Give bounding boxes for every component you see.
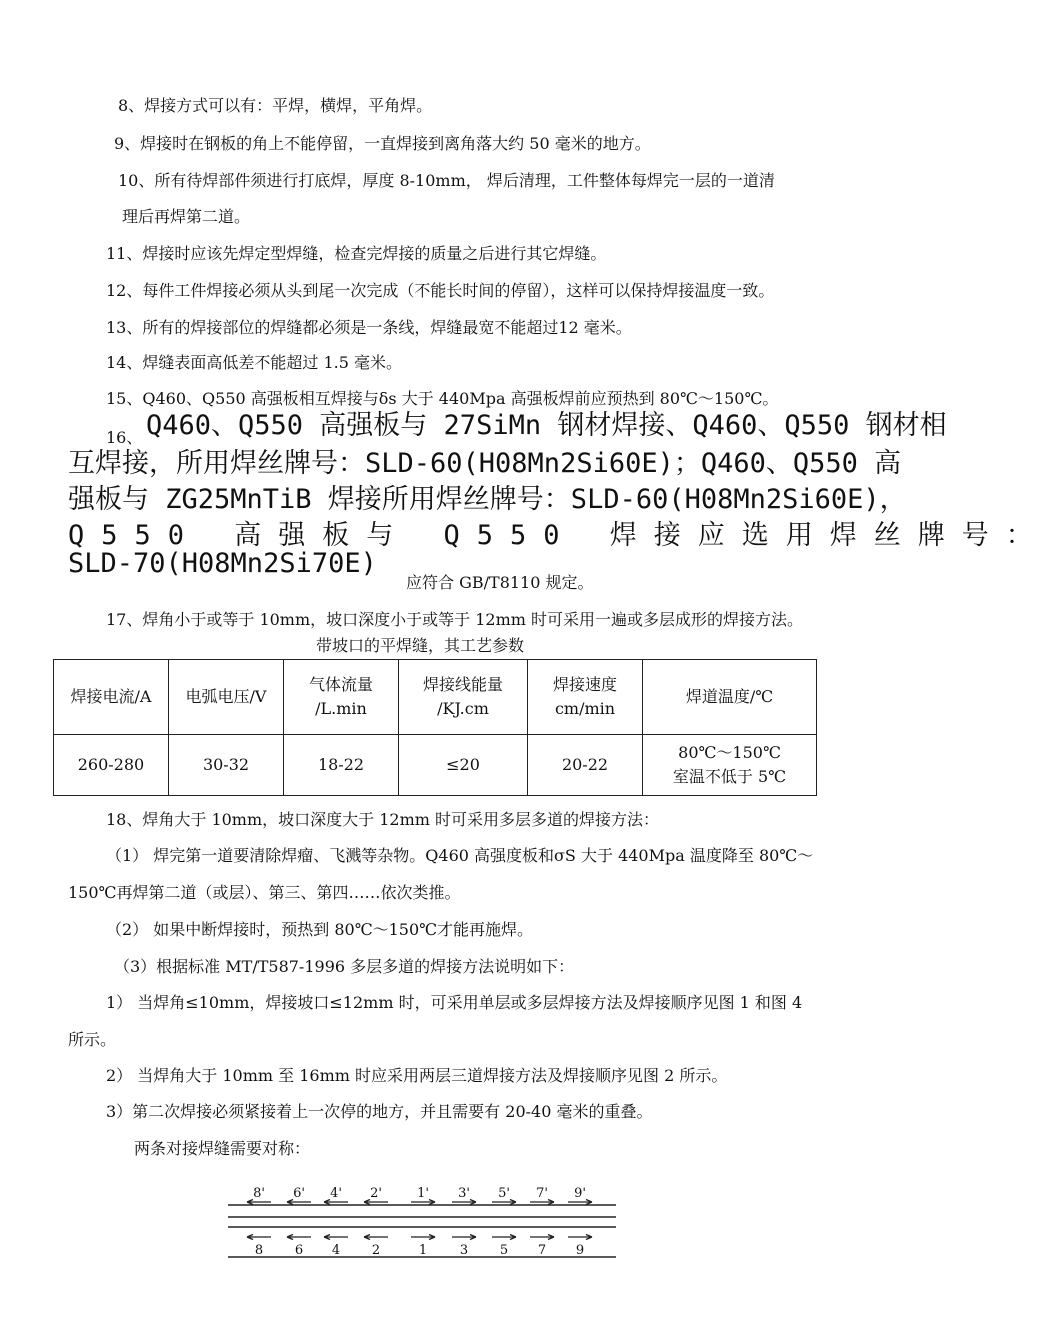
bottom-seam-label: 7 [537, 1243, 547, 1258]
bottom-seam-arrow [530, 1235, 554, 1240]
item-18-2: （2） 如果中断焊接时，预热到 80℃～150℃才能再施焊。 [106, 920, 534, 939]
item-13: 13、所有的焊接部位的焊缝都必须是一条线，焊缝最宽不能超过12 毫米。 [106, 318, 632, 337]
item-16-line2: 互焊接，所用焊丝牌号：SLD-60(H08Mn2Si60E)；Q460、Q550 高 [68, 448, 902, 479]
symmetry-note: 两条对接焊缝需要对称： [134, 1139, 311, 1158]
item-8: 8、焊接方式可以有：平焊，横焊，平角焊。 [118, 96, 433, 115]
bottom-seam-label: 9 [575, 1243, 585, 1258]
item-16-line5: SLD-70(H08Mn2Si70E) [68, 548, 377, 579]
item-18-1: （1） 焊完第一道要清除焊瘤、飞溅等杂物。Q460 高强度板和σS 大于 440Mpa 温度降至 80℃～ [106, 846, 814, 865]
table-header-row [54, 660, 817, 735]
bottom-seam-arrow [492, 1235, 516, 1240]
item-9: 9、焊接时在钢板的角上不能停留，一直焊接到离角落大约 50 毫米的地方。 [114, 134, 651, 153]
item-10: 10、所有待焊部件须进行打底焊，厚度 8-10mm， 焊后清理，工件整体每焊完一层的一道清 [118, 171, 775, 190]
weld-sequence-diagram [226, 1181, 618, 1261]
item-18-3: （3）根据标准 MT/T587-1996 多层多道的焊接方法说明如下： [114, 957, 575, 976]
item-10-cont: 理后再焊第二道。 [122, 207, 251, 226]
bottom-seam-label: 6 [294, 1243, 304, 1258]
header-heat-input: 焊接线能量 /KJ.cm [399, 660, 528, 735]
cell-voltage: 30-32 [169, 735, 284, 796]
step-3: 3）第二次焊接必须紧接着上一次停的地方，并且需要有 20-40 毫米的重叠。 [106, 1102, 653, 1121]
bottom-seam-arrow [287, 1235, 311, 1240]
bottom-seam-label: 5 [499, 1243, 509, 1258]
bottom-arrow-group [247, 1235, 592, 1240]
item-15: 15、Q460、Q550 高强板相互焊接与δs 大于 440Mpa 高强板焊前应预热到 80℃～150℃。 [106, 389, 779, 408]
table-caption: 带坡口的平焊缝，其工艺参数 [316, 636, 525, 655]
bottom-seam-arrow [364, 1235, 388, 1240]
top-seam-label: 7' [536, 1186, 548, 1201]
header-gas-flow: 气体流量 /L.min [284, 660, 399, 735]
top-seam-label: 5' [498, 1186, 510, 1201]
top-seam-label: 3' [458, 1186, 470, 1201]
item-16-tail: 应符合 GB/T8110 规定。 [406, 573, 594, 592]
item-17: 17、焊角小于或等于 10mm，坡口深度小于或等于 12mm 时可采用一遍或多层成形的焊接方法。 [106, 610, 804, 629]
header-voltage: 电弧电压/V [169, 660, 284, 735]
top-seam-label: 4' [330, 1186, 342, 1201]
item-16-line4: Q550 高强板与 Q550 焊接应选用焊丝牌号： [68, 520, 1050, 551]
bottom-seam-arrow [247, 1235, 271, 1240]
bottom-label-group [255, 1243, 584, 1258]
cell-pass-temp: 80℃～150℃ 室温不低于 5℃ [643, 735, 817, 796]
top-seam-label: 9' [574, 1186, 586, 1201]
top-seam-label: 6' [293, 1186, 305, 1201]
item-12: 12、每件工件焊接必须从头到尾一次完成（不能长时间的停留），这样可以保持焊接温度一致。 [106, 281, 775, 300]
top-seam-label: 1' [417, 1186, 429, 1201]
step-2: 2） 当焊角大于 10mm 至 16mm 时应采用两层三道焊接方法及焊接顺序见图 2 所示。 [106, 1066, 728, 1085]
step-1: 1） 当焊角≤10mm，焊接坡口≤12mm 时，可采用单层或多层焊接方法及焊接顺序见图 1 和图 4 [106, 993, 803, 1012]
bottom-seam-label: 8 [254, 1243, 264, 1258]
table-row [54, 735, 817, 796]
bottom-seam-arrow [411, 1235, 435, 1240]
bottom-seam-arrow [324, 1235, 348, 1240]
header-pass-temp: 焊道温度/℃ [643, 660, 817, 735]
top-seam-label: 8' [253, 1186, 265, 1201]
top-seam-label: 2' [370, 1186, 382, 1201]
item-14: 14、焊缝表面高低差不能超过 1.5 毫米。 [106, 353, 402, 372]
bottom-seam-arrow [568, 1235, 592, 1240]
item-16-line1: Q460、Q550 高强板与 27SiMn 钢材焊接、Q460、Q550 钢材相 [146, 410, 947, 441]
item-11: 11、焊接时应该先焊定型焊缝，检查完焊接的质量之后进行其它焊缝。 [106, 244, 607, 263]
cell-gas-flow: 18-22 [284, 735, 399, 796]
item-18: 18、焊角大于 10mm，坡口深度大于 12mm 时可采用多层多道的焊接方法： [106, 810, 660, 829]
process-parameters-table [53, 659, 817, 796]
bottom-seam-label: 1 [418, 1243, 428, 1258]
cell-current: 260-280 [54, 735, 169, 796]
cell-heat-input: ≤20 [399, 735, 528, 796]
bottom-seam-label: 4 [331, 1243, 341, 1258]
bottom-seam-arrow [452, 1235, 476, 1240]
item-18-1-cont: 150℃再焊第二道（或层）、第三、第四……依次类推。 [68, 883, 461, 902]
bottom-seam-label: 2 [371, 1243, 381, 1258]
bottom-seam-label: 3 [459, 1243, 469, 1258]
top-label-group [253, 1186, 586, 1201]
header-current: 焊接电流/A [54, 660, 169, 735]
header-speed: 焊接速度 cm/min [528, 660, 643, 735]
step-1-cont: 所示。 [68, 1030, 117, 1049]
cell-speed: 20-22 [528, 735, 643, 796]
item-16-line3: 强板与 ZG25MnTiB 焊接所用焊丝牌号：SLD-60(H08Mn2Si60E)， [68, 484, 907, 515]
item-16-number: 16、 [106, 428, 143, 447]
